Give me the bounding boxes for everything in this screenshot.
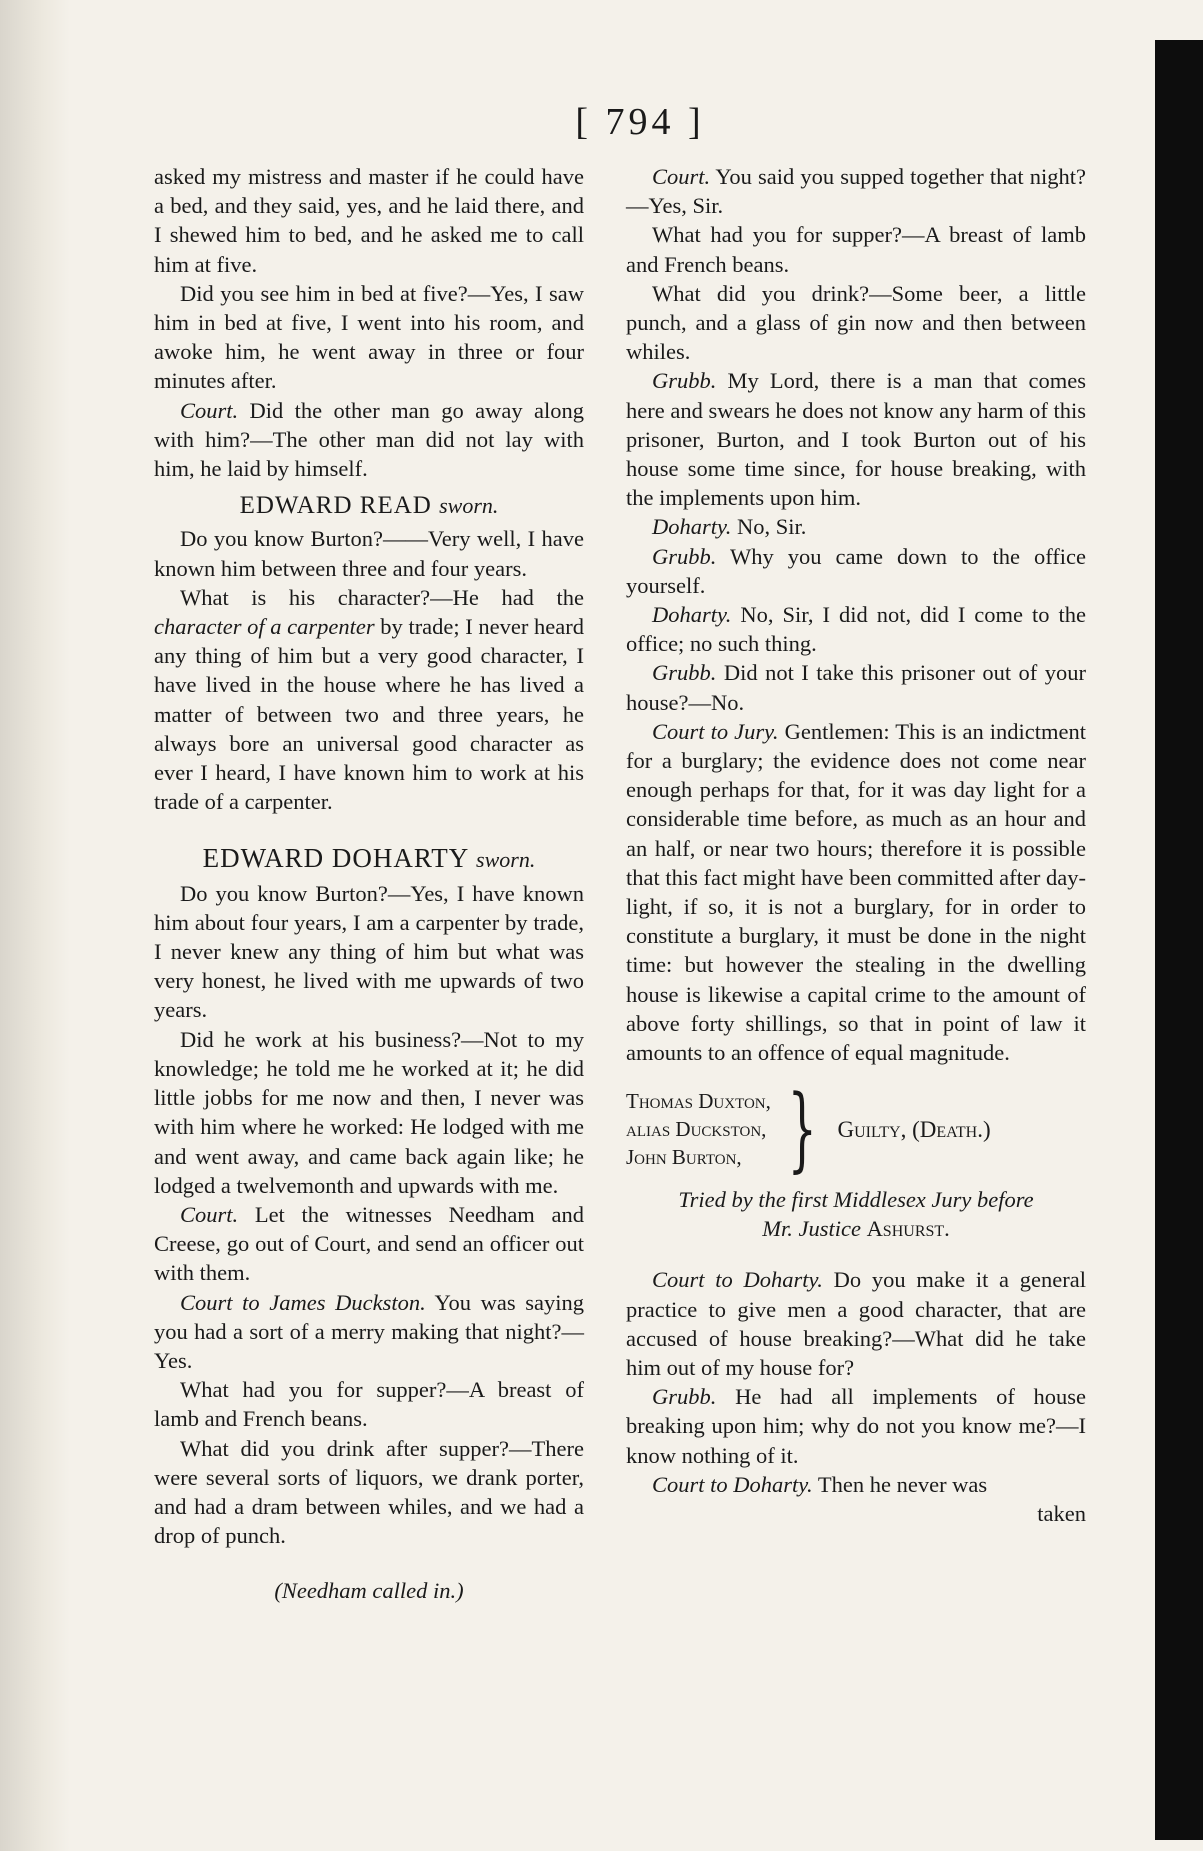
page-binding-shadow <box>0 0 70 1851</box>
speech-text: Gentlemen: This is an indictment for a burglary; the evidence does not come near enough perhaps for that, for it was day light for a considerable time before, as much as an hour and an half, or near two hours; therefore it is possible that this fact might have been committed after day-light, if so, it is not a burglary, for in order to constitute a burglary, it must be done in the night time: but however the stealing in the dwelling house is likewise a capital crime to the amount of above forty shillings, so that in point of law it amounts to an offence of equal magnitude. <box>626 718 1087 1066</box>
speech-text: No, Sir, I did not, did I come to the office; no such thing. <box>626 602 1087 657</box>
paragraph: asked my mistress and master if he could have a bed, and they said, yes, and he laid there, and I shewed him to bed, and he asked me to call him at five. <box>154 164 584 277</box>
judge-name: Ashurst. <box>866 1216 950 1242</box>
right-column <box>626 162 1086 1528</box>
speech-text: You was saying you had a sort of a merry making that night?—Yes. <box>154 1289 584 1373</box>
left-column <box>154 162 584 1606</box>
witness-name: EDWARD DOHARTY <box>202 843 469 874</box>
speaker-label: Grubb. <box>652 368 717 394</box>
witness-heading <box>154 844 584 874</box>
speech-text: He had all implements of house breaking upon him; why do not you know me?—I know nothing of it. <box>626 1384 1087 1468</box>
speaker-label: Doharty. <box>652 602 732 628</box>
text-part: by trade; I never heard any thing of him but a very good character, I have lived in the house where he has lived a matter of between two and three years, he always bore an universal good character as ever I heard, I have known him to work at his trade of a carpenter. <box>154 614 585 815</box>
paragraph: What did you drink?—Some beer, a little punch, and a glass of gin now and then between whiles. <box>626 280 1086 365</box>
speaker-label: Court. <box>180 1201 239 1227</box>
paragraph <box>626 512 1086 541</box>
defendant-name: John Burton, <box>626 1145 742 1170</box>
paragraph <box>626 1265 1086 1382</box>
speaker-label: Court to James Duckston. <box>180 1289 426 1315</box>
speaker-label: Court. <box>652 164 711 189</box>
speaker-label: Court to Jury. <box>652 718 779 744</box>
speech-text: Why you came down to the office yourself. <box>626 543 1087 598</box>
witness-heading <box>154 491 584 520</box>
emphasis-text: character of a carpenter <box>154 614 375 640</box>
speech-text: You said you supped together that night?—Yes, Sir. <box>626 164 1086 219</box>
defendant-names <box>626 1087 771 1171</box>
speaker-label: Court. <box>180 397 239 423</box>
speech-text: No, Sir. <box>737 514 807 540</box>
page-number: [ 794 ] <box>575 101 705 143</box>
speaker-label: Grubb. <box>652 1384 717 1410</box>
speaker-label: Doharty. <box>652 514 732 540</box>
speaker-label: Grubb. <box>652 660 717 686</box>
paragraph <box>626 542 1086 600</box>
paragraph <box>626 1382 1086 1470</box>
paragraph <box>626 1470 1086 1499</box>
paragraph <box>626 366 1086 512</box>
paragraph <box>626 658 1086 716</box>
paragraph: What did you drink after supper?—There were several sorts of liquors, we drank porter, and had a dram between whiles, and we had a drop of punch. <box>154 1435 584 1549</box>
paragraph: Do you know Burton?—Yes, I have known him about four years, I am a carpenter by trade, I never knew any thing of him but what was very honest, he lived with me upwards of two years. <box>154 880 584 1023</box>
sworn-label: sworn. <box>476 847 536 873</box>
speaker-label: Court to Doharty. <box>652 1267 823 1293</box>
defendant-alias: alias Duckston, <box>626 1117 767 1142</box>
trial-note <box>626 1185 1086 1243</box>
brace-glyph: } <box>787 1075 817 1183</box>
paragraph <box>154 1200 584 1288</box>
speech-text: Did not I take this prisoner out of your house?—No. <box>626 660 1086 715</box>
paragraph: What had you for supper?—A breast of lamb and French beans. <box>154 1377 584 1432</box>
trial-note-line: Tried by the first Middlesex Jury before <box>678 1187 1034 1213</box>
paragraph: What had you for supper?—A breast of lamb and French beans. <box>626 222 1086 277</box>
stage-direction: (Needham called in.) <box>274 1578 464 1604</box>
defendant-name: Thomas Duxton, <box>626 1089 771 1114</box>
speech-text: Did the other man go away along with him?—The other man did not lay with him, he laid by himself. <box>154 397 585 482</box>
paragraph <box>154 396 584 484</box>
scan-edge-bar <box>1155 40 1203 1840</box>
speaker-label: Court to Doharty. <box>652 1471 813 1497</box>
paragraph <box>154 1288 584 1376</box>
sworn-label: sworn. <box>439 493 499 519</box>
paragraph <box>626 600 1086 658</box>
verdict-block <box>626 1075 1086 1183</box>
paragraph: Did you see him in bed at five?—Yes, I saw him in bed at five, I went into his room, and awoke him, he went away in three or four minutes after. <box>154 280 584 394</box>
verdict-result: Guilty, (Death.) <box>837 1116 991 1142</box>
speech-text: Do you make it a general practice to give men a good character, that are accused of house breaking?—What did he take him out of my house for? <box>626 1267 1086 1380</box>
paragraph <box>626 162 1086 220</box>
text-part: What is his character?—He had the <box>180 584 584 610</box>
speech-text: My Lord, there is a man that comes here and swears he does not know any harm of this prisoner, Burton, and I took Burton out of his house some time since, for house breaking, with the implements upon him. <box>626 368 1086 511</box>
speech-text: Let the witnesses Needham and Creese, go out of Court, and send an officer out with them. <box>154 1201 584 1286</box>
paragraph: Did he work at his business?—Not to my knowledge; he told me he worked at it; he did little jobbs for me now and then, I never was with him where he worked: He lodged with me and went away, and came back again like; he lodged a twelvemonth and upwards with me. <box>154 1026 584 1198</box>
speaker-label: Grubb. <box>652 543 717 569</box>
paragraph: Do you know Burton?——Very well, I have known him between three and four years. <box>154 526 584 581</box>
paragraph <box>154 583 584 817</box>
witness-name: EDWARD READ <box>239 492 432 520</box>
paragraph <box>626 717 1086 1067</box>
speech-text: Then he never was <box>817 1471 988 1497</box>
catchword: taken <box>1037 1500 1086 1526</box>
trial-note-line: Mr. Justice <box>762 1216 861 1242</box>
